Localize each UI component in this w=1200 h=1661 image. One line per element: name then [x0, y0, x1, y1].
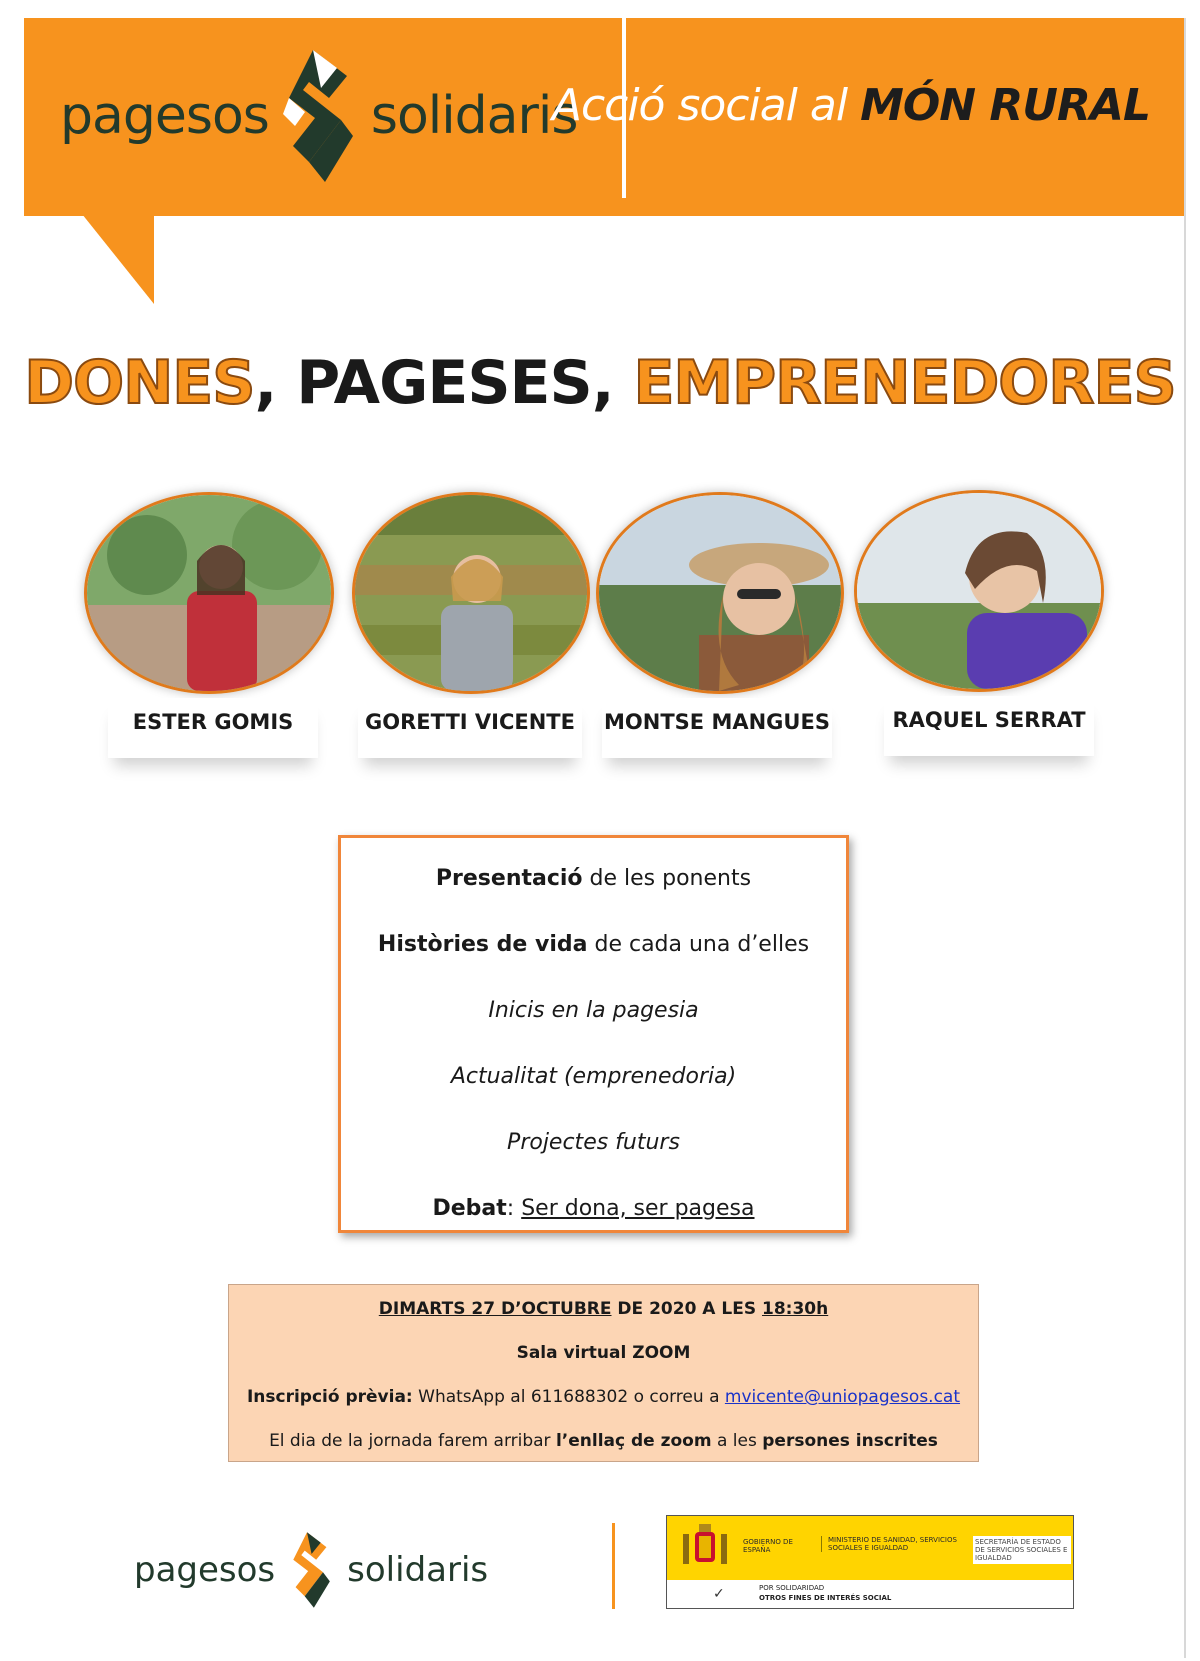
- title-comma-2: ,: [591, 348, 634, 418]
- speaker-name-3: MONTSE MANGUES: [602, 698, 832, 758]
- gov-bottom-text-2: OTROS FINES DE INTERÉS SOCIAL: [759, 1594, 892, 1602]
- program-item-3: Inicis en la pagesia: [488, 998, 699, 1023]
- logo-text-left: pagesos: [60, 86, 269, 146]
- speaker-name-4: RAQUEL SERRAT: [884, 696, 1094, 756]
- speaker-photo-1: [84, 492, 334, 694]
- event-date: DIMARTS 27 D’OCTUBRE DE 2020 A LES 18:30h: [378, 1299, 829, 1319]
- program-box: [338, 835, 849, 1233]
- footer-logo: [134, 1530, 488, 1610]
- page-edge: [1184, 18, 1186, 1658]
- title-comma-1: ,: [254, 348, 297, 418]
- slogan-part1: Acció social al: [551, 80, 861, 131]
- signup-email-link[interactable]: mvicente@uniopagesos.cat: [724, 1387, 961, 1407]
- speaker-photo-4: [854, 490, 1104, 692]
- speaker-photo-3: [596, 492, 844, 694]
- title-word-dones: DONES: [24, 348, 255, 418]
- speaker-card-2: [352, 492, 602, 734]
- government-sponsor-logo: [666, 1515, 1074, 1609]
- header-banner: [24, 18, 1184, 216]
- slogan-part2: MÓN RURAL: [860, 80, 1150, 131]
- title-word-pageses: PAGESES: [296, 348, 592, 418]
- footer-logo-text-right: solidaris: [347, 1550, 489, 1590]
- header-speech-tail: [82, 214, 154, 304]
- event-signup: Inscripció prèvia: WhatsApp al 611688302 o correu a mvicente@uniopagesos.cat: [246, 1387, 961, 1407]
- program-item-2: Històries de vida de cada una d’elles: [377, 932, 810, 957]
- footer-divider: [612, 1523, 615, 1609]
- gov-text-1: GOBIERNO DE ESPAÑA: [743, 1538, 793, 1554]
- logo-text-right: solidaris: [370, 86, 578, 146]
- checkmark-icon: ✓: [713, 1586, 725, 1602]
- page-title: [0, 348, 1200, 418]
- speaker-name-1: ESTER GOMIS: [108, 698, 318, 758]
- event-room: Sala virtual ZOOM: [516, 1343, 691, 1363]
- gov-text-3: SECRETARÍA DE ESTADO DE SERVICIOS SOCIALES E IGUALDAD: [973, 1536, 1071, 1564]
- logo-mark-icon: [279, 46, 361, 186]
- program-item-1: Presentació de les ponents: [435, 866, 752, 891]
- speaker-name-2: GORETTI VICENTE: [358, 698, 582, 758]
- gov-banner: [667, 1516, 1073, 1580]
- header-slogan: [552, 80, 1150, 131]
- event-info-box: [228, 1284, 979, 1462]
- spain-crest-icon: [677, 1522, 733, 1574]
- header-logo: [60, 46, 577, 186]
- speaker-photo-2: [352, 492, 590, 694]
- footer-logo-mark-icon: [283, 1530, 339, 1610]
- program-item-5: Projectes futurs: [507, 1130, 680, 1155]
- gov-bottom-text-1: POR SOLIDARIDAD: [759, 1584, 825, 1592]
- gov-tax-mark: [667, 1580, 1073, 1608]
- program-item-4: Actualitat (emprenedoria): [450, 1064, 737, 1089]
- speaker-card-3: [596, 492, 846, 734]
- footer-logo-text-left: pagesos: [134, 1550, 276, 1590]
- program-item-6: Debat: Ser dona, ser pagesa: [432, 1196, 755, 1221]
- event-link-note: El dia de la jornada farem arribar l’enllaç de zoom a les persones inscrites: [269, 1431, 938, 1451]
- gov-text-2: MINISTERIO DE SANIDAD, SERVICIOS SOCIALES E IGUALDAD: [821, 1536, 968, 1552]
- speaker-card-1: [84, 492, 334, 734]
- title-word-emprenedores: EMPRENEDORES: [633, 348, 1176, 418]
- speaker-card-4: [854, 490, 1104, 732]
